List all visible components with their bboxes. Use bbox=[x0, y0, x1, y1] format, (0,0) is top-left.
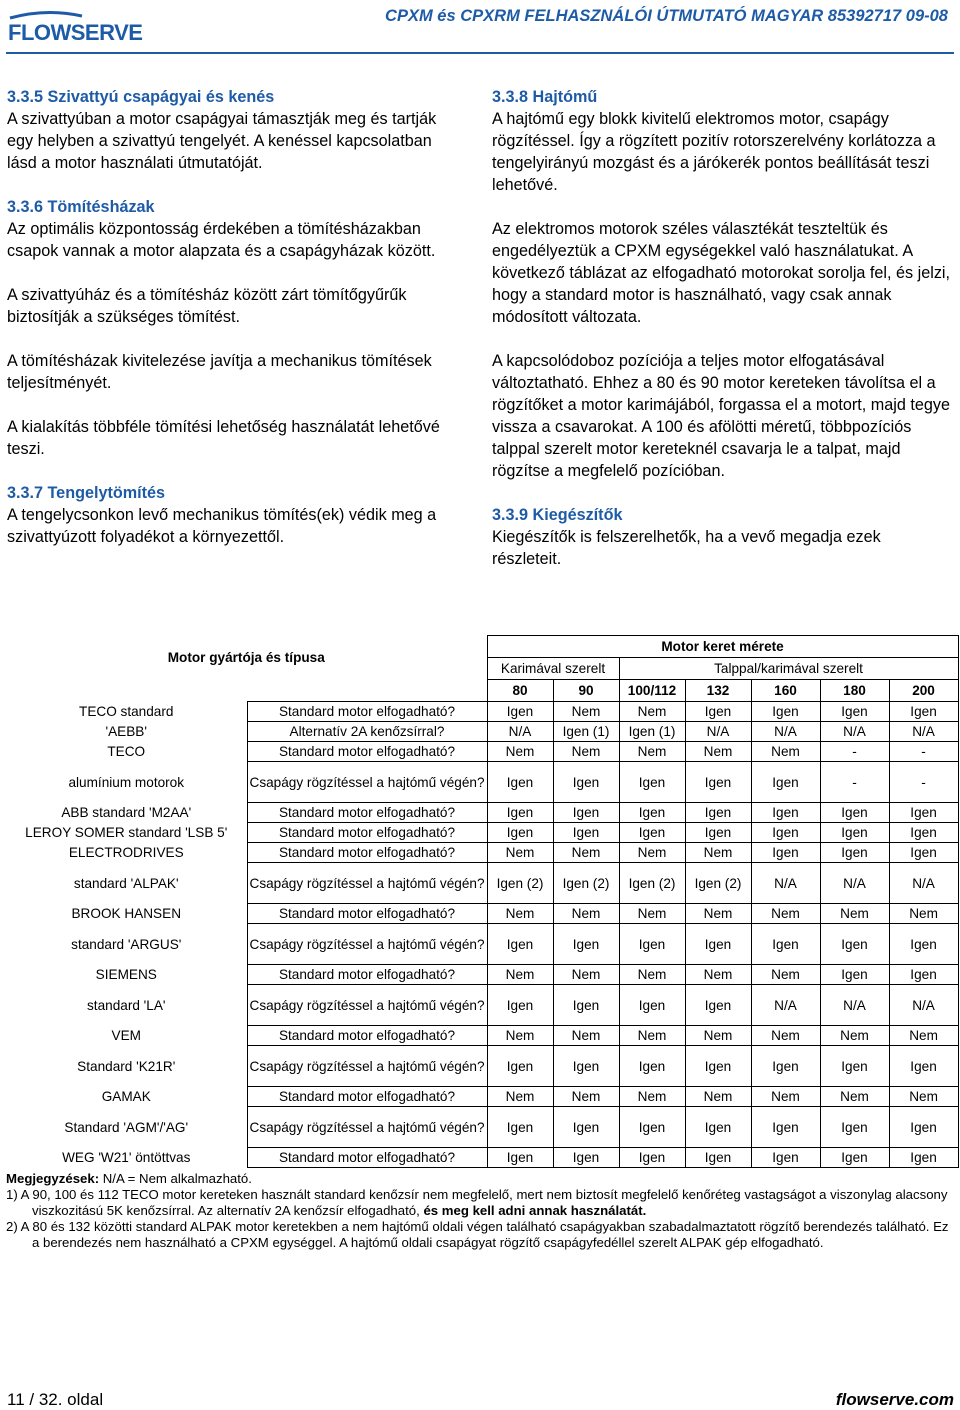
table-row bbox=[6, 702, 958, 722]
manufacturer-cell: WEG 'W21' öntöttvas bbox=[62, 1150, 191, 1165]
manufacturer-cell: standard 'LA' bbox=[87, 997, 166, 1013]
value-cell: Igen bbox=[889, 965, 958, 985]
manufacturer-header: Motor gyártója és típusa bbox=[167, 650, 325, 665]
note-1 bbox=[6, 1187, 956, 1219]
value-cell: Igen bbox=[487, 985, 553, 1026]
value-cell: Nem bbox=[487, 1087, 553, 1107]
question-cell: Standard motor elfogadható? bbox=[247, 803, 487, 823]
table-body bbox=[6, 702, 958, 1168]
value-cell: Nem bbox=[619, 1087, 685, 1107]
value-cell: Nem bbox=[820, 904, 889, 924]
svg-text:FLOWSERVE: FLOWSERVE bbox=[8, 20, 143, 45]
value-cell: Nem bbox=[553, 702, 619, 722]
value-cell: Igen (2) bbox=[553, 863, 619, 904]
paragraph: Az optimális központosság érdekében a tömítésházakban csapok vannak a motor alapzata és a csapágyházak között. bbox=[7, 220, 436, 260]
value-cell: Igen bbox=[487, 702, 553, 722]
value-cell: Igen bbox=[487, 823, 553, 843]
table-row bbox=[6, 803, 958, 823]
value-cell: Igen bbox=[751, 924, 820, 965]
section-heading: 3.3.6 Tömítésházak bbox=[7, 198, 155, 216]
value-cell: Nem bbox=[619, 1026, 685, 1046]
value-cell: Nem bbox=[619, 843, 685, 863]
value-cell: Igen bbox=[553, 823, 619, 843]
note-1-bold: és meg kell adni annak használatát. bbox=[423, 1203, 647, 1218]
table-header-row bbox=[6, 636, 958, 658]
value-cell: Igen bbox=[820, 1148, 889, 1168]
section-3-3-6 bbox=[7, 196, 462, 262]
value-cell: Igen (1) bbox=[619, 722, 685, 742]
manufacturer-cell: LEROY SOMER standard 'LSB 5' bbox=[25, 825, 228, 840]
value-cell: N/A bbox=[820, 863, 889, 904]
manufacturer-cell: 'AEBB' bbox=[105, 724, 147, 739]
value-cell: Nem bbox=[553, 1026, 619, 1046]
value-cell: Igen bbox=[820, 965, 889, 985]
value-cell: Nem bbox=[751, 965, 820, 985]
question-cell: Standard motor elfogadható? bbox=[247, 843, 487, 863]
table-row bbox=[6, 965, 958, 985]
value-cell: Nem bbox=[685, 965, 751, 985]
value-cell: N/A bbox=[889, 985, 958, 1026]
manufacturer-cell: alumínium motorok bbox=[68, 774, 185, 790]
value-cell: Igen bbox=[553, 762, 619, 803]
value-cell: Nem bbox=[553, 965, 619, 985]
value-cell: Nem bbox=[685, 1026, 751, 1046]
manufacturer-cell: standard 'ALPAK' bbox=[73, 875, 179, 891]
right-column bbox=[492, 86, 954, 592]
section-3-3-8 bbox=[492, 86, 954, 196]
value-cell: Igen bbox=[685, 1046, 751, 1087]
value-cell: Nem bbox=[553, 1087, 619, 1107]
value-cell: Igen bbox=[487, 762, 553, 803]
paragraph: Kiegészítők is felszerelhetők, ha a vevő megadja ezek részleteit. bbox=[492, 528, 881, 568]
value-cell: Igen bbox=[619, 1107, 685, 1148]
value-cell: - bbox=[820, 742, 889, 762]
manufacturer-cell: TECO standard bbox=[79, 704, 174, 719]
value-cell: N/A bbox=[820, 722, 889, 742]
table-row bbox=[6, 985, 958, 1026]
value-cell: Nem bbox=[553, 843, 619, 863]
value-cell: Igen bbox=[820, 924, 889, 965]
blank-cell bbox=[6, 680, 247, 702]
paragraph: Az elektromos motorok széles választékát teszteltük és engedélyeztük a CPXM egységekkel való használatukat. A következő táblázat az elfogadható motorokat sorolja fel, és jelzi, hogy a standard motor is használható, vagy csak annak módosított változata. bbox=[492, 220, 951, 326]
paragraph: A kapcsolódoboz pozíciója a teljes motor elfogatásával változtatható. Ehhez a 80 és 90 motor kereteken távolítsa el a rögzítőket a motor karimájából, forgassa el a motort, majd tegye vissza a csavarokat. A 100 és afölötti méretű, többpozíciós talppal szerelt motor kereteknél csavarja le a talpat, majd rögzítse a megfelelő pozícióban. bbox=[492, 352, 950, 480]
value-cell: Igen bbox=[820, 803, 889, 823]
question-cell: Csapágy rögzítéssel a hajtómű végén? bbox=[247, 1046, 487, 1087]
value-cell: - bbox=[889, 762, 958, 803]
table-row bbox=[6, 904, 958, 924]
section-heading: 3.3.9 Kiegészítők bbox=[492, 506, 623, 524]
value-cell: Igen bbox=[619, 1046, 685, 1087]
question-cell: Standard motor elfogadható? bbox=[247, 1026, 487, 1046]
frame-size-header: Motor keret mérete bbox=[487, 636, 958, 658]
table-row bbox=[6, 843, 958, 863]
section-3-3-9 bbox=[492, 504, 954, 570]
value-cell: Igen bbox=[553, 985, 619, 1026]
logo-graphic bbox=[6, 6, 146, 46]
notes bbox=[6, 1171, 956, 1251]
value-cell: Nem bbox=[487, 904, 553, 924]
section-3-3-6-p3 bbox=[7, 350, 462, 394]
value-cell: Igen bbox=[553, 1107, 619, 1148]
value-cell: Igen bbox=[619, 803, 685, 823]
value-cell: Igen bbox=[685, 823, 751, 843]
page-number: 11 / 32. oldal bbox=[7, 1390, 104, 1409]
paragraph: A szivattyúban a motor csapágyai támasztják meg és tartják egy helyben a szivattyú tengelyét. A kenéssel kapcsolatban lásd a motor használati útmutatóját. bbox=[7, 110, 437, 172]
table-row bbox=[6, 1107, 958, 1148]
section-3-3-6-p2 bbox=[7, 284, 462, 328]
section-heading: 3.3.8 Hajtómű bbox=[492, 88, 598, 106]
manufacturer-cell: BROOK HANSEN bbox=[71, 906, 182, 921]
value-cell: Igen (2) bbox=[685, 863, 751, 904]
value-cell: Nem bbox=[685, 1087, 751, 1107]
value-cell: Nem bbox=[889, 1026, 958, 1046]
value-cell: Nem bbox=[889, 1087, 958, 1107]
foot-group-header: Talppal/karimával szerelt bbox=[619, 658, 958, 680]
value-cell: N/A bbox=[487, 722, 553, 742]
section-heading: 3.3.5 Szivattyú csapágyai és kenés bbox=[7, 88, 275, 106]
value-cell: Igen bbox=[820, 823, 889, 843]
table-row bbox=[6, 1148, 958, 1168]
manufacturer-cell: TECO bbox=[107, 744, 146, 759]
value-cell: N/A bbox=[889, 863, 958, 904]
value-cell: Nem bbox=[553, 904, 619, 924]
value-cell: Nem bbox=[487, 843, 553, 863]
value-cell: Igen bbox=[619, 1148, 685, 1168]
value-cell: Igen bbox=[751, 843, 820, 863]
value-cell: Igen bbox=[487, 803, 553, 823]
value-cell: Igen (1) bbox=[553, 722, 619, 742]
section-3-3-8-p3 bbox=[492, 350, 954, 482]
question-cell: Standard motor elfogadható? bbox=[247, 742, 487, 762]
legend-text: N/A = Nem alkalmazható. bbox=[102, 1171, 252, 1186]
section-3-3-6-p4 bbox=[7, 416, 462, 460]
table-row bbox=[6, 924, 958, 965]
value-cell: Igen bbox=[487, 1148, 553, 1168]
value-cell: Nem bbox=[889, 904, 958, 924]
size-header: 90 bbox=[553, 680, 619, 702]
manufacturer-cell: Standard 'K21R' bbox=[77, 1058, 176, 1074]
value-cell: N/A bbox=[889, 722, 958, 742]
manufacturer-cell: standard 'ARGUS' bbox=[71, 936, 182, 952]
value-cell: Igen bbox=[820, 1046, 889, 1087]
value-cell: Igen bbox=[685, 985, 751, 1026]
section-3-3-7 bbox=[7, 482, 462, 548]
paragraph: A hajtómű egy blokk kivitelű elektromos motor, csapágy rögzítéssel. Így a rögzített pozitív rotorszerelvény korlátozza a tengelyirányú mozgást és a járókerék pontos beállítását teszi lehetővé. bbox=[492, 110, 936, 194]
question-cell: Csapágy rögzítéssel a hajtómű végén? bbox=[247, 985, 487, 1026]
paragraph: A szivattyúház és a tömítésház között zárt tömítőgyűrűk biztosítják a szükséges tömítést. bbox=[7, 286, 407, 326]
value-cell: Nem bbox=[487, 965, 553, 985]
value-cell: Igen bbox=[685, 803, 751, 823]
value-cell: N/A bbox=[751, 863, 820, 904]
manufacturer-cell: GAMAK bbox=[101, 1089, 151, 1104]
value-cell: N/A bbox=[820, 985, 889, 1026]
question-cell: Csapágy rögzítéssel a hajtómű végén? bbox=[247, 1107, 487, 1148]
blank-cell bbox=[247, 680, 487, 702]
table-row bbox=[6, 1087, 958, 1107]
value-cell: Igen bbox=[619, 924, 685, 965]
question-cell: Standard motor elfogadható? bbox=[247, 904, 487, 924]
legend-label: Megjegyzések: bbox=[6, 1171, 100, 1186]
value-cell: Nem bbox=[751, 742, 820, 762]
table-row bbox=[6, 823, 958, 843]
size-header: 180 bbox=[820, 680, 889, 702]
value-cell: Igen bbox=[553, 924, 619, 965]
value-cell: Igen bbox=[751, 762, 820, 803]
value-cell: Nem bbox=[820, 1087, 889, 1107]
value-cell: Igen bbox=[820, 1107, 889, 1148]
question-cell: Standard motor elfogadható? bbox=[247, 823, 487, 843]
value-cell: Igen bbox=[889, 803, 958, 823]
value-cell: Nem bbox=[820, 1026, 889, 1046]
value-cell: - bbox=[820, 762, 889, 803]
value-cell: Nem bbox=[751, 1087, 820, 1107]
manufacturer-cell: ELECTRODRIVES bbox=[68, 845, 184, 860]
size-header: 200 bbox=[889, 680, 958, 702]
header-divider bbox=[6, 52, 954, 54]
section-heading: 3.3.7 Tengelytömítés bbox=[7, 484, 166, 502]
value-cell: Igen bbox=[553, 1148, 619, 1168]
manufacturer-cell: Standard 'AGM'/'AG' bbox=[64, 1119, 189, 1135]
size-header: 100/112 bbox=[619, 680, 685, 702]
flange-group-header: Karimával szerelt bbox=[487, 658, 619, 680]
value-cell: N/A bbox=[685, 722, 751, 742]
website-link[interactable]: flowserve.com bbox=[835, 1390, 954, 1409]
motor-compatibility-table bbox=[6, 635, 959, 1168]
value-cell: Nem bbox=[685, 742, 751, 762]
value-cell: - bbox=[889, 742, 958, 762]
question-cell: Alternatív 2A kenőzsírral? bbox=[247, 722, 487, 742]
value-cell: Igen bbox=[889, 1148, 958, 1168]
value-cell: Igen bbox=[685, 702, 751, 722]
manufacturer-cell: VEM bbox=[111, 1028, 141, 1043]
value-cell: Igen bbox=[751, 1148, 820, 1168]
value-cell: Igen bbox=[685, 924, 751, 965]
value-cell: Igen bbox=[553, 1046, 619, 1087]
value-cell: Igen bbox=[889, 702, 958, 722]
value-cell: Igen bbox=[487, 924, 553, 965]
value-cell: Igen bbox=[820, 843, 889, 863]
value-cell: Igen bbox=[889, 1046, 958, 1087]
value-cell: Nem bbox=[751, 1026, 820, 1046]
paragraph: A tömítésházak kivitelezése javítja a mechanikus tömítések teljesítményét. bbox=[7, 352, 432, 392]
value-cell: Nem bbox=[619, 965, 685, 985]
note-2: 2) A 80 és 132 közötti standard ALPAK motor keretekben a nem hajtómű oldali végen található csapágyakban szabadalmaztatott rögzítő berendezés található. Ez a berendezés nem használható a CPXM egységgel. A hajtómű oldali csapágyat rögzítő csapágyfedéllel szerelt ALPAK gép elfogadható. bbox=[6, 1219, 949, 1250]
left-column bbox=[7, 86, 462, 570]
value-cell: Igen bbox=[685, 762, 751, 803]
value-cell: Igen bbox=[751, 823, 820, 843]
document-title: CPXM és CPXRM FELHASZNÁLÓI ÚTMUTATÓ MAGYAR 85392717 09-08 bbox=[385, 7, 948, 25]
value-cell: N/A bbox=[751, 722, 820, 742]
size-header: 80 bbox=[487, 680, 553, 702]
question-cell: Standard motor elfogadható? bbox=[247, 1148, 487, 1168]
paragraph: A tengelycsonkon levő mechanikus tömítés(ek) védik meg a szivattyúzott folyadékot a környezettől. bbox=[7, 506, 437, 546]
value-cell: Igen bbox=[889, 924, 958, 965]
value-cell: Igen bbox=[889, 823, 958, 843]
value-cell: Nem bbox=[619, 702, 685, 722]
manufacturer-cell: SIEMENS bbox=[95, 967, 157, 982]
value-cell: Igen (2) bbox=[619, 863, 685, 904]
value-cell: Igen bbox=[553, 803, 619, 823]
section-3-3-5 bbox=[7, 86, 462, 174]
table-row bbox=[6, 1046, 958, 1087]
value-cell: Nem bbox=[685, 843, 751, 863]
value-cell: Igen bbox=[619, 823, 685, 843]
value-cell: Nem bbox=[487, 742, 553, 762]
value-cell: Igen bbox=[619, 762, 685, 803]
value-cell: N/A bbox=[751, 985, 820, 1026]
value-cell: Igen bbox=[751, 702, 820, 722]
manufacturer-cell: ABB standard 'M2AA' bbox=[61, 805, 192, 820]
table-row bbox=[6, 722, 958, 742]
legend bbox=[6, 1171, 956, 1187]
flowserve-logo bbox=[6, 6, 146, 46]
value-cell: Nem bbox=[619, 742, 685, 762]
section-3-3-8-p2 bbox=[492, 218, 954, 328]
value-cell: Igen bbox=[889, 1107, 958, 1148]
value-cell: Igen bbox=[685, 1148, 751, 1168]
value-cell: Igen bbox=[619, 985, 685, 1026]
table-row bbox=[6, 863, 958, 904]
table-row bbox=[6, 762, 958, 803]
question-cell: Csapágy rögzítéssel a hajtómű végén? bbox=[247, 762, 487, 803]
paragraph: A kialakítás többféle tömítési lehetőség használatát lehetővé teszi. bbox=[7, 418, 440, 458]
value-cell: Nem bbox=[619, 904, 685, 924]
value-cell: Igen bbox=[487, 1046, 553, 1087]
page-header bbox=[0, 0, 960, 58]
question-cell: Csapágy rögzítéssel a hajtómű végén? bbox=[247, 863, 487, 904]
value-cell: Nem bbox=[487, 1026, 553, 1046]
size-header: 132 bbox=[685, 680, 751, 702]
table-row bbox=[6, 742, 958, 762]
value-cell: Nem bbox=[553, 742, 619, 762]
value-cell: Nem bbox=[751, 904, 820, 924]
value-cell: Igen bbox=[487, 1107, 553, 1148]
value-cell: Igen bbox=[889, 843, 958, 863]
question-cell: Standard motor elfogadható? bbox=[247, 1087, 487, 1107]
value-cell: Nem bbox=[685, 904, 751, 924]
value-cell: Igen bbox=[751, 803, 820, 823]
value-cell: Igen bbox=[685, 1107, 751, 1148]
size-header: 160 bbox=[751, 680, 820, 702]
value-cell: Igen bbox=[751, 1046, 820, 1087]
question-cell: Csapágy rögzítéssel a hajtómű végén? bbox=[247, 924, 487, 965]
value-cell: Igen bbox=[751, 1107, 820, 1148]
table-row bbox=[6, 1026, 958, 1046]
table-sizes-row bbox=[6, 680, 958, 702]
value-cell: Igen (2) bbox=[487, 863, 553, 904]
note-1-text: 1) A 90, 100 és 112 TECO motor kereteken használt standard kenőzsír nem megfelelő, mert nem biztosít megfelelő kenőréteg vastagságot a viszonylag alacsony viszkozitású 5K kenőzsírral. Az alternatív 2A kenőzsír elfogadható, bbox=[6, 1187, 948, 1218]
question-cell: Standard motor elfogadható? bbox=[247, 702, 487, 722]
value-cell: Igen bbox=[820, 702, 889, 722]
question-cell: Standard motor elfogadható? bbox=[247, 965, 487, 985]
